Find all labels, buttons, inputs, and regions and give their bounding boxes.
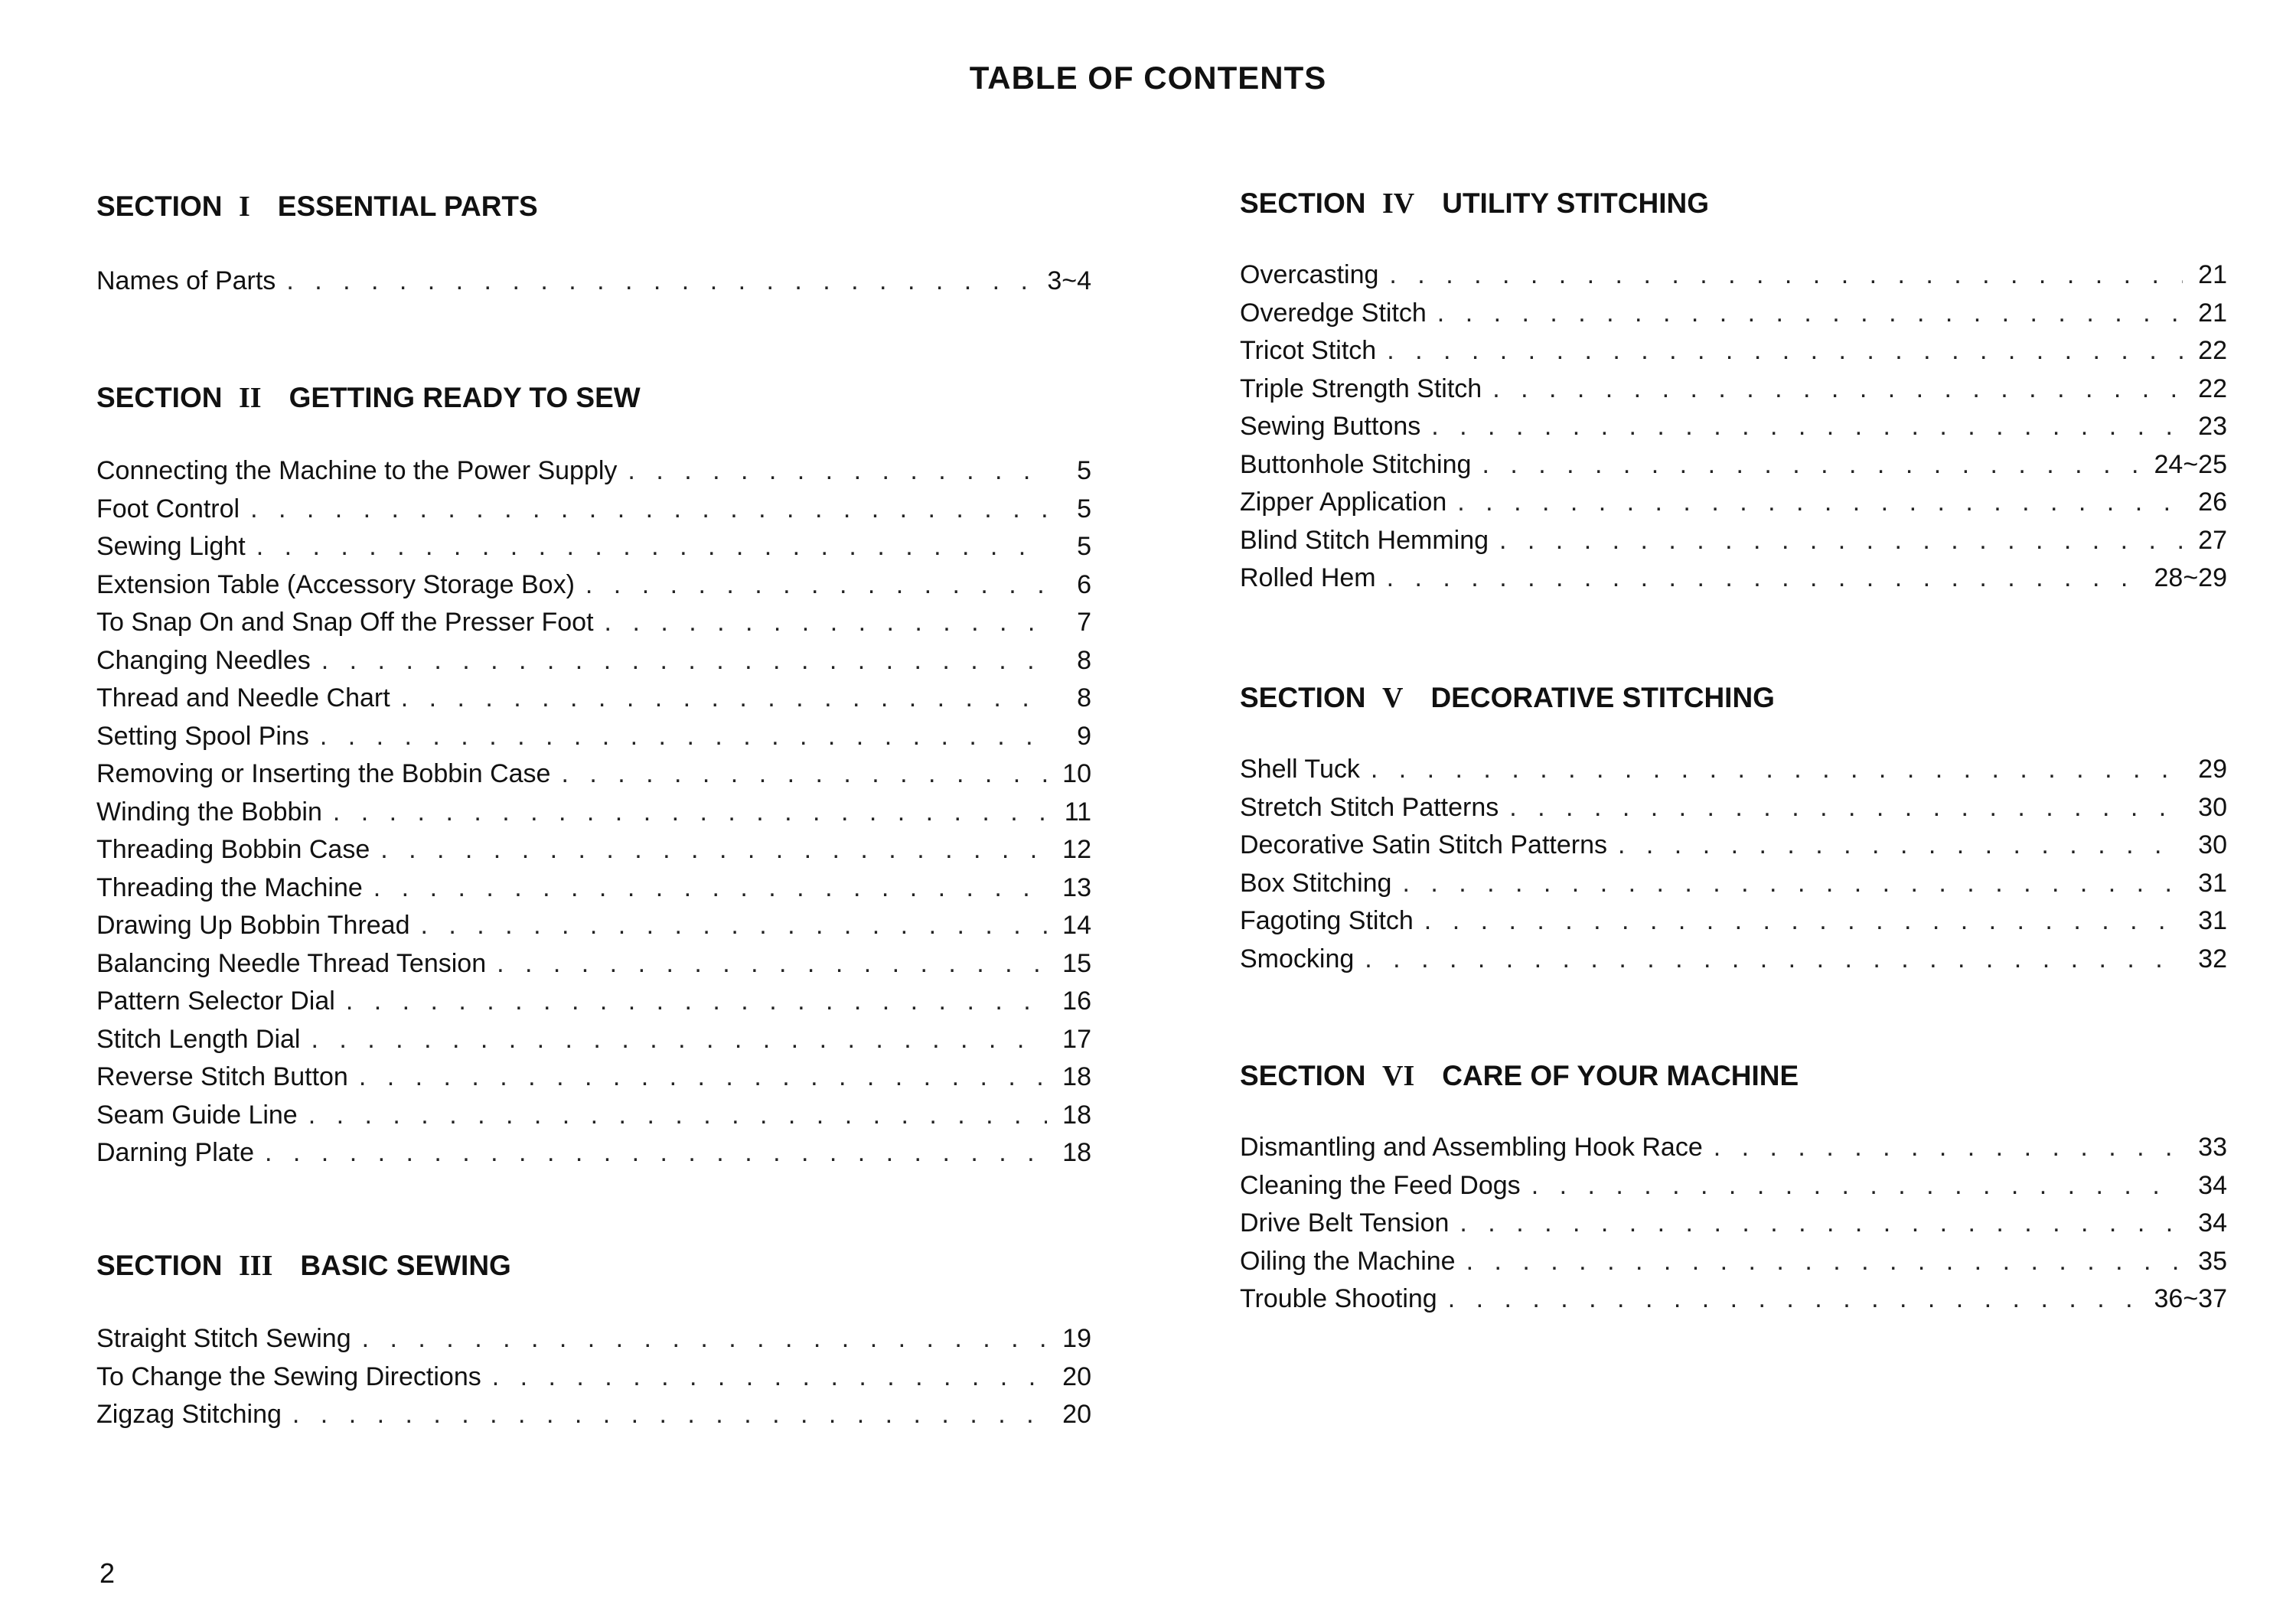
entry-label: Thread and Needle Chart xyxy=(96,683,390,713)
entry-label: Foot Control xyxy=(96,494,240,523)
entry-label: Trouble Shooting xyxy=(1240,1284,1437,1313)
section-name: DECORATIVE STITCHING xyxy=(1430,682,1775,713)
entry-page: 17 xyxy=(1062,1024,1091,1054)
dot-leader xyxy=(492,1362,1047,1392)
entry-page: 22 xyxy=(2198,336,2227,365)
section-word: SECTION xyxy=(1240,188,1366,219)
dot-leader xyxy=(1618,830,2183,860)
toc-entry[interactable] xyxy=(96,1138,1091,1176)
toc-entry[interactable] xyxy=(1240,830,2227,869)
section-6-entries xyxy=(1240,1133,2227,1322)
dot-leader xyxy=(292,1400,1047,1430)
toc-entry[interactable] xyxy=(1240,1171,2227,1209)
entry-page: 11 xyxy=(1064,797,1091,827)
entry-page: 6 xyxy=(1077,569,1091,599)
entry-label: Box Stitching xyxy=(1240,868,1392,898)
entry-page: 16 xyxy=(1062,986,1091,1016)
dot-leader xyxy=(1714,1133,2183,1163)
dot-leader xyxy=(421,911,1048,941)
entry-page: 34 xyxy=(2198,1208,2227,1238)
toc-entry[interactable] xyxy=(1240,755,2227,793)
entry-label: Fagoting Stitch xyxy=(1240,906,1414,935)
entry-page: 5 xyxy=(1077,532,1091,561)
entry-page: 31 xyxy=(2198,868,2227,898)
entry-page: 31 xyxy=(2198,906,2227,935)
entry-label: Straight Stitch Sewing xyxy=(96,1324,351,1353)
section-numeral: III xyxy=(239,1250,273,1282)
entry-page: 27 xyxy=(2198,525,2227,555)
entry-page: 5 xyxy=(1077,494,1091,523)
entry-page: 21 xyxy=(2198,298,2227,328)
entry-label: Rolled Hem xyxy=(1240,563,1376,592)
toc-entry[interactable] xyxy=(96,986,1091,1025)
entry-page: 18 xyxy=(1062,1138,1091,1167)
entry-page: 3~4 xyxy=(1047,266,1091,295)
entry-page: 22 xyxy=(2198,373,2227,403)
entry-label: Seam Guide Line xyxy=(96,1100,298,1130)
section-name: GETTING READY TO SEW xyxy=(289,382,641,413)
dot-leader xyxy=(265,1138,1047,1168)
toc-entry[interactable] xyxy=(96,1400,1091,1438)
entry-label: Overedge Stitch xyxy=(1240,298,1427,328)
entry-label: Smocking xyxy=(1240,944,1355,973)
entry-page: 8 xyxy=(1077,645,1091,675)
dot-leader xyxy=(286,266,1036,296)
toc-entry[interactable] xyxy=(1240,1208,2227,1247)
dot-leader xyxy=(1459,1208,2183,1238)
entry-page: 33 xyxy=(2198,1133,2227,1162)
entry-page: 9 xyxy=(1077,721,1091,751)
entry-label: Changing Needles xyxy=(96,645,311,675)
toc-entry[interactable] xyxy=(1240,944,2227,983)
dot-leader xyxy=(628,456,1047,486)
toc-entry[interactable] xyxy=(1240,906,2227,944)
entry-page: 29 xyxy=(2198,755,2227,784)
section-heading-2 xyxy=(96,381,641,415)
dot-leader xyxy=(311,1025,1048,1055)
toc-entry[interactable] xyxy=(96,722,1091,760)
toc-entry[interactable] xyxy=(1240,526,2227,564)
entry-label: Triple Strength Stitch xyxy=(1240,373,1482,403)
toc-entry[interactable] xyxy=(96,494,1091,533)
dot-leader xyxy=(561,759,1047,789)
entry-label: Winding the Bobbin xyxy=(96,797,322,827)
toc-entry[interactable] xyxy=(96,797,1091,836)
dot-leader xyxy=(1387,563,2144,593)
toc-entry[interactable] xyxy=(1240,336,2227,374)
toc-entry[interactable] xyxy=(96,949,1091,987)
section-name: ESSENTIAL PARTS xyxy=(277,191,538,222)
section-name: UTILITY STITCHING xyxy=(1442,188,1709,219)
section-heading-4 xyxy=(1240,187,1709,220)
section-numeral: II xyxy=(239,382,262,414)
toc-entry[interactable] xyxy=(96,266,1091,305)
toc-entry[interactable] xyxy=(1240,1133,2227,1171)
entry-label: Threading Bobbin Case xyxy=(96,835,370,864)
toc-entry[interactable] xyxy=(1240,412,2227,450)
entry-page: 15 xyxy=(1062,948,1091,978)
entry-label: Dismantling and Assembling Hook Race xyxy=(1240,1133,1703,1162)
dot-leader xyxy=(321,646,1047,676)
toc-entry[interactable] xyxy=(96,683,1091,722)
dot-leader xyxy=(1466,1247,2183,1277)
section-word: SECTION xyxy=(96,1250,223,1281)
toc-entry[interactable] xyxy=(1240,563,2227,602)
section-numeral: VI xyxy=(1382,1060,1415,1092)
toc-entry[interactable] xyxy=(96,646,1091,684)
entry-page: 14 xyxy=(1062,911,1091,940)
dot-leader xyxy=(373,873,1047,903)
entry-page: 24~25 xyxy=(2154,449,2227,479)
entry-label: Threading the Machine xyxy=(96,872,363,902)
entry-label: To Change the Sewing Directions xyxy=(96,1361,481,1391)
dot-leader xyxy=(605,608,1047,638)
dot-leader xyxy=(1424,906,2183,936)
entry-label: Zigzag Stitching xyxy=(96,1400,282,1429)
dot-leader xyxy=(359,1062,1047,1092)
entry-label: Pattern Selector Dial xyxy=(96,986,335,1016)
entry-page: 21 xyxy=(2198,260,2227,289)
entry-page: 32 xyxy=(2198,944,2227,973)
entry-label: Stretch Stitch Patterns xyxy=(1240,792,1499,822)
toc-entry[interactable] xyxy=(1240,260,2227,298)
entry-page: 5 xyxy=(1077,456,1091,485)
entry-label: Oiling the Machine xyxy=(1240,1246,1456,1276)
page-number: 2 xyxy=(99,1557,116,1589)
toc-entry[interactable] xyxy=(96,835,1091,873)
entry-label: Stitch Length Dial xyxy=(96,1024,301,1054)
dot-leader xyxy=(308,1101,1047,1130)
entry-page: 36~37 xyxy=(2154,1284,2227,1313)
section-heading-6 xyxy=(1240,1059,1799,1093)
dot-leader xyxy=(1371,755,2183,784)
toc-entry[interactable] xyxy=(1240,298,2227,337)
entry-label: Buttonhole Stitching xyxy=(1240,449,1472,479)
toc-entry[interactable] xyxy=(96,1025,1091,1063)
entry-page: 8 xyxy=(1077,683,1091,713)
dot-leader xyxy=(1437,298,2183,328)
section-3-entries xyxy=(96,1324,1091,1438)
dot-leader xyxy=(401,683,1047,713)
entry-label: Tricot Stitch xyxy=(1240,336,1377,365)
entry-page: 30 xyxy=(2198,830,2227,859)
toc-entry[interactable] xyxy=(1240,374,2227,413)
entry-label: Cleaning the Feed Dogs xyxy=(1240,1170,1521,1200)
toc-entry[interactable] xyxy=(1240,488,2227,526)
entry-label: Sewing Buttons xyxy=(1240,412,1421,441)
dot-leader xyxy=(250,494,1047,524)
entry-page: 30 xyxy=(2198,792,2227,822)
entry-label: Drawing Up Bobbin Thread xyxy=(96,911,410,940)
section-numeral: IV xyxy=(1382,188,1415,220)
toc-entry[interactable] xyxy=(1240,450,2227,488)
dot-leader xyxy=(346,986,1047,1016)
dot-leader xyxy=(1482,450,2143,480)
section-numeral: I xyxy=(239,191,250,223)
entry-label: Darning Plate xyxy=(96,1138,255,1167)
entry-label: Balancing Needle Thread Tension xyxy=(96,948,487,978)
dot-leader xyxy=(1531,1171,2183,1201)
toc-entry[interactable] xyxy=(96,570,1091,608)
toc-entry[interactable] xyxy=(1240,1247,2227,1285)
entry-label: Drive Belt Tension xyxy=(1240,1208,1450,1238)
entry-page: 18 xyxy=(1062,1062,1091,1091)
entry-page: 20 xyxy=(1062,1400,1091,1429)
dot-leader xyxy=(380,835,1047,865)
entry-label: Connecting the Machine to the Power Supply xyxy=(96,456,618,485)
entry-page: 7 xyxy=(1077,608,1091,637)
entry-label: Setting Spool Pins xyxy=(96,721,309,751)
toc-entry[interactable] xyxy=(96,1101,1091,1139)
section-2-entries xyxy=(96,456,1091,1176)
section-name: BASIC SEWING xyxy=(300,1250,511,1281)
toc-entry[interactable] xyxy=(96,1362,1091,1401)
toc-entry[interactable] xyxy=(96,1324,1091,1362)
toc-entry[interactable] xyxy=(96,911,1091,949)
entry-page: 34 xyxy=(2198,1170,2227,1200)
entry-label: Reverse Stitch Button xyxy=(96,1062,348,1091)
dot-leader xyxy=(1509,793,2183,823)
toc-entry[interactable] xyxy=(96,1062,1091,1101)
entry-label: Overcasting xyxy=(1240,260,1379,289)
toc-entry[interactable] xyxy=(1240,793,2227,831)
toc-entry[interactable] xyxy=(96,532,1091,570)
section-5-entries xyxy=(1240,755,2227,982)
section-1-entries xyxy=(96,266,1091,305)
section-word: SECTION xyxy=(96,191,223,222)
dot-leader xyxy=(1499,526,2183,556)
dot-leader xyxy=(1389,260,2183,290)
entry-page: 26 xyxy=(2198,488,2227,517)
entry-page: 20 xyxy=(1062,1361,1091,1391)
toc-entry[interactable] xyxy=(96,759,1091,797)
section-heading-5 xyxy=(1240,681,1775,715)
toc-entry[interactable] xyxy=(1240,1284,2227,1322)
section-name: CARE OF YOUR MACHINE xyxy=(1442,1060,1799,1091)
entry-label: Zipper Application xyxy=(1240,488,1447,517)
entry-label: Sewing Light xyxy=(96,532,246,561)
section-word: SECTION xyxy=(1240,1060,1366,1091)
dot-leader xyxy=(497,949,1047,979)
entry-page: 10 xyxy=(1062,759,1091,788)
dot-leader xyxy=(333,797,1047,827)
entry-page: 19 xyxy=(1062,1324,1091,1353)
entry-label: To Snap On and Snap Off the Presser Foot xyxy=(96,608,594,637)
section-4-entries xyxy=(1240,260,2227,602)
toc-entry[interactable] xyxy=(96,608,1091,646)
toc-entry[interactable] xyxy=(1240,869,2227,907)
toc-entry[interactable] xyxy=(96,873,1091,911)
dot-leader xyxy=(1402,869,2183,898)
dot-leader xyxy=(1365,944,2183,974)
dot-leader xyxy=(1431,412,2183,442)
entry-page: 28~29 xyxy=(2154,563,2227,592)
dot-leader xyxy=(1457,488,2183,517)
dot-leader xyxy=(1492,374,2183,404)
entry-label: Decorative Satin Stitch Patterns xyxy=(1240,830,1608,859)
dot-leader xyxy=(362,1324,1047,1354)
section-heading-1 xyxy=(96,190,538,223)
section-word: SECTION xyxy=(96,382,223,413)
entry-label: Shell Tuck xyxy=(1240,755,1360,784)
page-title: TABLE OF CONTENTS xyxy=(969,60,1327,96)
entry-page: 23 xyxy=(2198,412,2227,441)
section-numeral: V xyxy=(1382,682,1404,714)
dot-leader xyxy=(585,570,1047,600)
toc-entry[interactable] xyxy=(96,456,1091,494)
entry-page: 35 xyxy=(2198,1246,2227,1276)
dot-leader xyxy=(256,532,1047,562)
entry-label: Blind Stitch Hemming xyxy=(1240,525,1489,555)
entry-label: Names of Parts xyxy=(96,266,276,295)
dot-leader xyxy=(1387,336,2183,366)
section-word: SECTION xyxy=(1240,682,1366,713)
section-heading-3 xyxy=(96,1249,511,1283)
dot-leader xyxy=(320,722,1047,752)
entry-page: 18 xyxy=(1062,1100,1091,1130)
entry-page: 12 xyxy=(1062,835,1091,864)
entry-label: Extension Table (Accessory Storage Box) xyxy=(96,569,575,599)
dot-leader xyxy=(1448,1284,2144,1314)
entry-label: Removing or Inserting the Bobbin Case xyxy=(96,759,551,788)
entry-page: 13 xyxy=(1062,872,1091,902)
